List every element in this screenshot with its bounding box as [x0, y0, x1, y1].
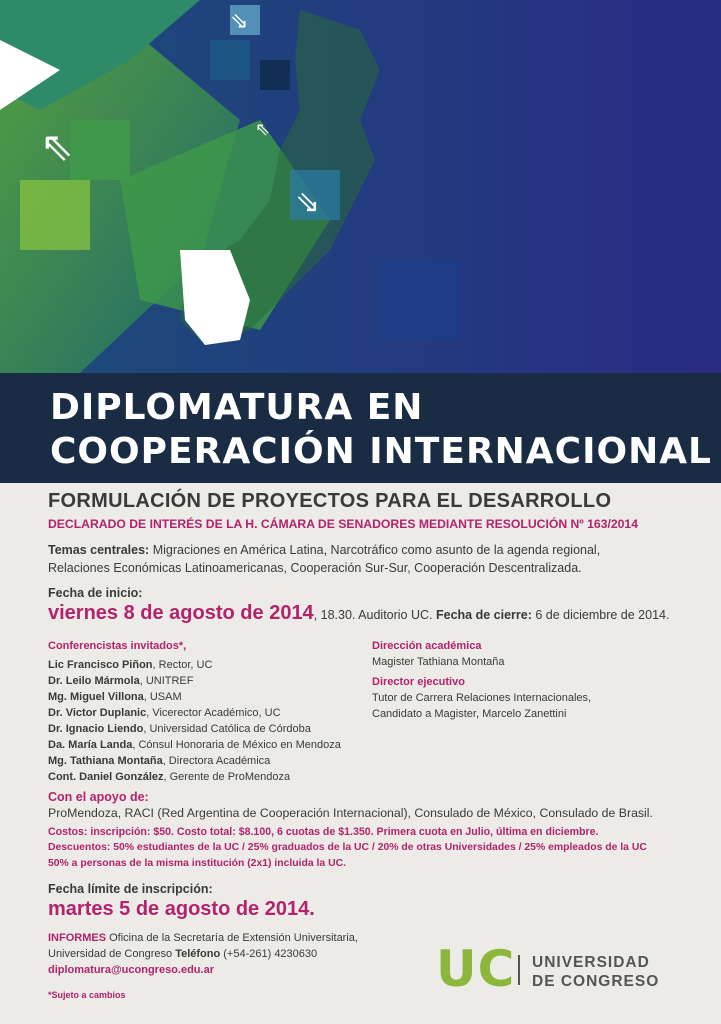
- sujeto-note: *Sujeto a cambios: [48, 990, 126, 1000]
- conferencista-role: , Cónsul Honoraria de México en Mendoza: [132, 739, 341, 751]
- conferencista-role: , Directora Académica: [162, 755, 271, 767]
- logo-divider: [518, 955, 520, 985]
- cierre-label: Fecha de cierre:: [432, 608, 532, 622]
- conferencista-name: Lic Francisco Piñon: [48, 659, 153, 671]
- conferencista-item: [48, 769, 341, 785]
- informes-line-2: [48, 948, 317, 960]
- director-line-1: Tutor de Carrera Relaciones Internacionales,: [372, 692, 592, 704]
- cierre-value: 6 de diciembre de 2014.: [531, 608, 670, 622]
- conferencistas-list: [48, 657, 341, 785]
- limite-line: [48, 898, 315, 921]
- limite-date: martes 5 de agosto de 2014: [48, 898, 310, 920]
- title-line-1: DIPLOMATURA EN: [50, 387, 424, 428]
- conferencista-item: [48, 705, 341, 721]
- apoyo-value: ProMendoza, RACI (Red Argentina de Cooperación Internacional), Consulado de México, Consulado de Brasil.: [48, 806, 653, 820]
- conferencista-name: Dr. Leilo Mármola: [48, 675, 140, 687]
- informes-line-1: [48, 932, 358, 944]
- university-name: [532, 953, 659, 991]
- temas-line-1: [48, 543, 600, 557]
- conferencista-role: , UNITREF: [139, 675, 194, 687]
- descuentos-line-2: 50% a personas de la misma institución (2x1) incluida la UC.: [48, 858, 346, 869]
- svg-text:⇖: ⇖: [255, 119, 271, 140]
- conferencista-role: , Universidad Católica de Córdoba: [143, 723, 311, 735]
- informes-text-1: Oficina de la Secretaría de Extensión Universitaria,: [106, 932, 358, 944]
- director-line-2: Candidato a Magister, Marcelo Zanettini: [372, 708, 567, 720]
- conferencista-role: , USAM: [143, 691, 182, 703]
- hero-graphic: [0, 0, 721, 373]
- telefono-label: Teléfono: [175, 948, 221, 960]
- costos: Costos: inscripción: $50. Costo total: $8.100, 6 cuotas de $1.350. Primera cuota en Julio, última en diciembre.: [48, 826, 599, 838]
- conferencista-item: [48, 753, 341, 769]
- direccion-value: Magister Tathiana Montaña: [372, 656, 505, 668]
- conferencista-item: [48, 737, 341, 753]
- uc-logo-mark: UC: [436, 940, 516, 998]
- svg-text:⇘: ⇘: [295, 185, 321, 220]
- email-link[interactable]: diplomatura@ucongreso.edu.ar: [48, 964, 214, 976]
- limite-label: Fecha límite de inscripción:: [48, 882, 213, 896]
- director-heading: Director ejecutivo: [372, 676, 465, 688]
- inicio-detail: , 18.30. Auditorio UC.: [313, 608, 433, 622]
- university-name-line-1: UNIVERSIDAD: [532, 954, 650, 971]
- conferencista-name: Cont. Daniel González: [48, 771, 164, 783]
- conferencista-role: , Rector, UC: [152, 659, 213, 671]
- descuentos-line-1: Descuentos: 50% estudiantes de la UC / 25% graduados de la UC / 20% de otras Universidades / 25% empleados de la UC: [48, 842, 647, 853]
- temas-label: Temas centrales:: [48, 543, 150, 557]
- declaration: DECLARADO DE INTERÉS DE LA H. CÁMARA DE SENADORES MEDIANTE RESOLUCIÓN Nº 163/2014: [48, 517, 638, 531]
- svg-text:⇖: ⇖: [40, 124, 74, 170]
- conferencista-item: [48, 657, 341, 673]
- conferencista-item: [48, 673, 341, 689]
- inicio-label: Fecha de inicio:: [48, 586, 143, 600]
- subtitle: FORMULACIÓN DE PROYECTOS PARA EL DESARROLLO: [48, 490, 612, 512]
- inicio-date: viernes 8 de agosto de 2014: [48, 602, 314, 624]
- apoyo-heading: Con el apoyo de:: [48, 790, 149, 804]
- temas-line-2: Relaciones Económicas Latinoamericanas, Cooperación Sur-Sur, Cooperación Descentralizada.: [48, 561, 582, 575]
- conferencista-role: , Vicerector Académico, UC: [146, 707, 281, 719]
- direccion-heading: Dirección académica: [372, 640, 482, 652]
- conferencista-name: Dr. Victor Duplanic: [48, 707, 147, 719]
- conferencista-item: [48, 721, 341, 737]
- svg-text:⇘: ⇘: [230, 9, 249, 34]
- title-band: [0, 373, 721, 483]
- conferencista-name: Mg. Miguel Villona: [48, 691, 144, 703]
- abstract-map-graphic: [0, 0, 721, 373]
- conferencista-name: Da. María Landa: [48, 739, 133, 751]
- inicio-line: [48, 602, 669, 625]
- limite-dot: .: [309, 898, 315, 920]
- title-line-2: COOPERACIÓN INTERNACIONAL: [50, 431, 712, 472]
- university-name-line-2: DE CONGRESO: [532, 973, 660, 990]
- informes-label: INFORMES: [48, 932, 107, 944]
- conferencista-name: Dr. Ignacio Liendo: [48, 723, 144, 735]
- conferencista-name: Mg. Tathiana Montaña: [48, 755, 163, 767]
- temas-text-1: Migraciones en América Latina, Narcotráfico como asunto de la agenda regional,: [149, 543, 601, 557]
- informes-text-2: Universidad de Congreso: [48, 948, 176, 960]
- conferencista-role: , Gerente de ProMendoza: [163, 771, 291, 783]
- telefono-value: (+54-261) 4230630: [220, 948, 318, 960]
- conferencista-item: [48, 689, 341, 705]
- conferencistas-heading: Conferencistas invitados*,: [48, 640, 187, 652]
